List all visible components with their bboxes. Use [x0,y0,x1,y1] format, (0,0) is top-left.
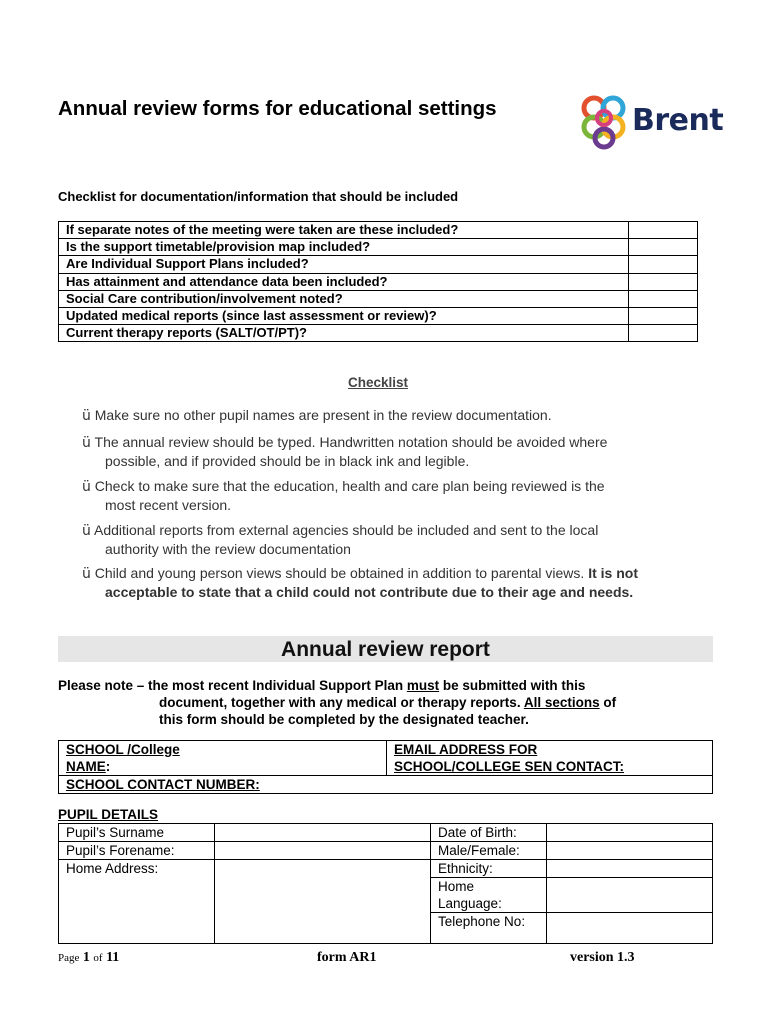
checklist-text-cont: acceptable to state that a child could not contribute due to their age and needs. [105,583,634,600]
brent-logo-icon [580,94,632,152]
form-id: form AR1 [317,950,377,965]
pupil-details-heading: PUPIL DETAILS [58,807,159,822]
label-cell: Male/Female: [431,842,547,860]
dob-field[interactable] [547,824,713,842]
report-note: Please note – the most recent Individual Support Plan must be submitted with this document, together with any medical or therapy reports. All sections of this form should be completed by the designated teacher. [58,678,617,727]
answer-cell[interactable] [629,273,698,290]
label-cell: Home Language: [431,878,547,913]
checklist-text: Make sure no other pupil names are present in the review documentation. [94,407,552,423]
checklist-item [82,522,702,558]
brent-logo-text: Brent [632,103,724,138]
ethnicity-field[interactable] [547,860,713,878]
table-row [59,222,698,239]
answer-cell[interactable] [629,222,698,239]
question-cell: If separate notes of the meeting were taken are these included? [59,222,629,239]
school-table [58,740,713,794]
label-cell: Telephone No: [431,913,547,944]
table-row [59,256,698,273]
checklist-title: Checklist [347,375,409,390]
table-row [59,860,713,878]
answer-cell[interactable] [629,239,698,256]
question-cell: Social Care contribution/involvement noted? [59,290,629,307]
checklist-text: The annual review should be typed. Handwritten notation should be avoided where [94,434,608,450]
brent-logo [580,94,724,152]
label-cell: Pupil’s Surname [59,824,215,842]
telephone-field[interactable] [547,913,713,944]
question-cell: Updated medical reports (since last assessment or review)? [59,307,629,324]
table-row [59,239,698,256]
table-row [59,307,698,324]
answer-cell[interactable] [629,307,698,324]
table-row [59,325,698,342]
table-row [59,776,713,794]
checklist-item [82,478,702,514]
pupil-table [58,823,713,944]
checklist-item [82,434,702,470]
school-name-cell[interactable]: SCHOOL /College NAME: [59,741,387,776]
question-cell: Has attainment and attendance data been included? [59,273,629,290]
check-icon: ü [82,435,91,451]
answer-cell[interactable] [629,256,698,273]
checklist-text: Check to make sure that the education, health and care plan being reviewed is the [94,478,605,494]
table-row [59,273,698,290]
page-number: Page 1 of 11 [58,950,120,965]
table-row [59,824,713,842]
checklist-text: Child and young person views should be obtained in addition to parental views. [94,565,585,581]
check-icon: ü [82,479,91,495]
label-cell: Home Address: [59,860,215,944]
table-row [59,290,698,307]
check-icon: ü [82,408,91,424]
address-field[interactable] [215,860,431,944]
language-field[interactable] [547,878,713,913]
label-cell: Date of Birth: [431,824,547,842]
answer-cell[interactable] [629,325,698,342]
check-icon: ü [82,566,91,582]
documentation-subtitle: Checklist for documentation/information that should be included [58,189,459,204]
contact-number-cell[interactable]: SCHOOL CONTACT NUMBER: [59,776,713,794]
checklist-text-bold: It is not [588,565,638,581]
forename-field[interactable] [215,842,431,860]
checklist-text-cont: possible, and if provided should be in black ink and legible. [105,452,470,469]
checklist-text-cont: most recent version. [105,496,232,513]
label-cell: Ethnicity: [431,860,547,878]
checklist-text: Additional reports from external agencies should be included and sent to the local [94,522,599,538]
report-banner: Annual review report [58,636,713,662]
answer-cell[interactable] [629,290,698,307]
version-label: version 1.3 [570,950,635,965]
question-cell: Are Individual Support Plans included? [59,256,629,273]
label-cell: Pupil’s Forename: [59,842,215,860]
surname-field[interactable] [215,824,431,842]
question-cell: Current therapy reports (SALT/OT/PT)? [59,325,629,342]
question-cell: Is the support timetable/provision map included? [59,239,629,256]
checklist-item [82,565,702,601]
documentation-table [58,221,698,342]
page-title: Annual review forms for educational settings [58,97,497,120]
checklist-item [82,407,702,426]
check-icon: ü [82,523,91,539]
email-cell[interactable]: EMAIL ADDRESS FOR SCHOOL/COLLEGE SEN CONTACT: [387,741,713,776]
gender-field[interactable] [547,842,713,860]
table-row [59,842,713,860]
table-row [59,741,713,776]
checklist-text-cont: authority with the review documentation [105,540,351,557]
